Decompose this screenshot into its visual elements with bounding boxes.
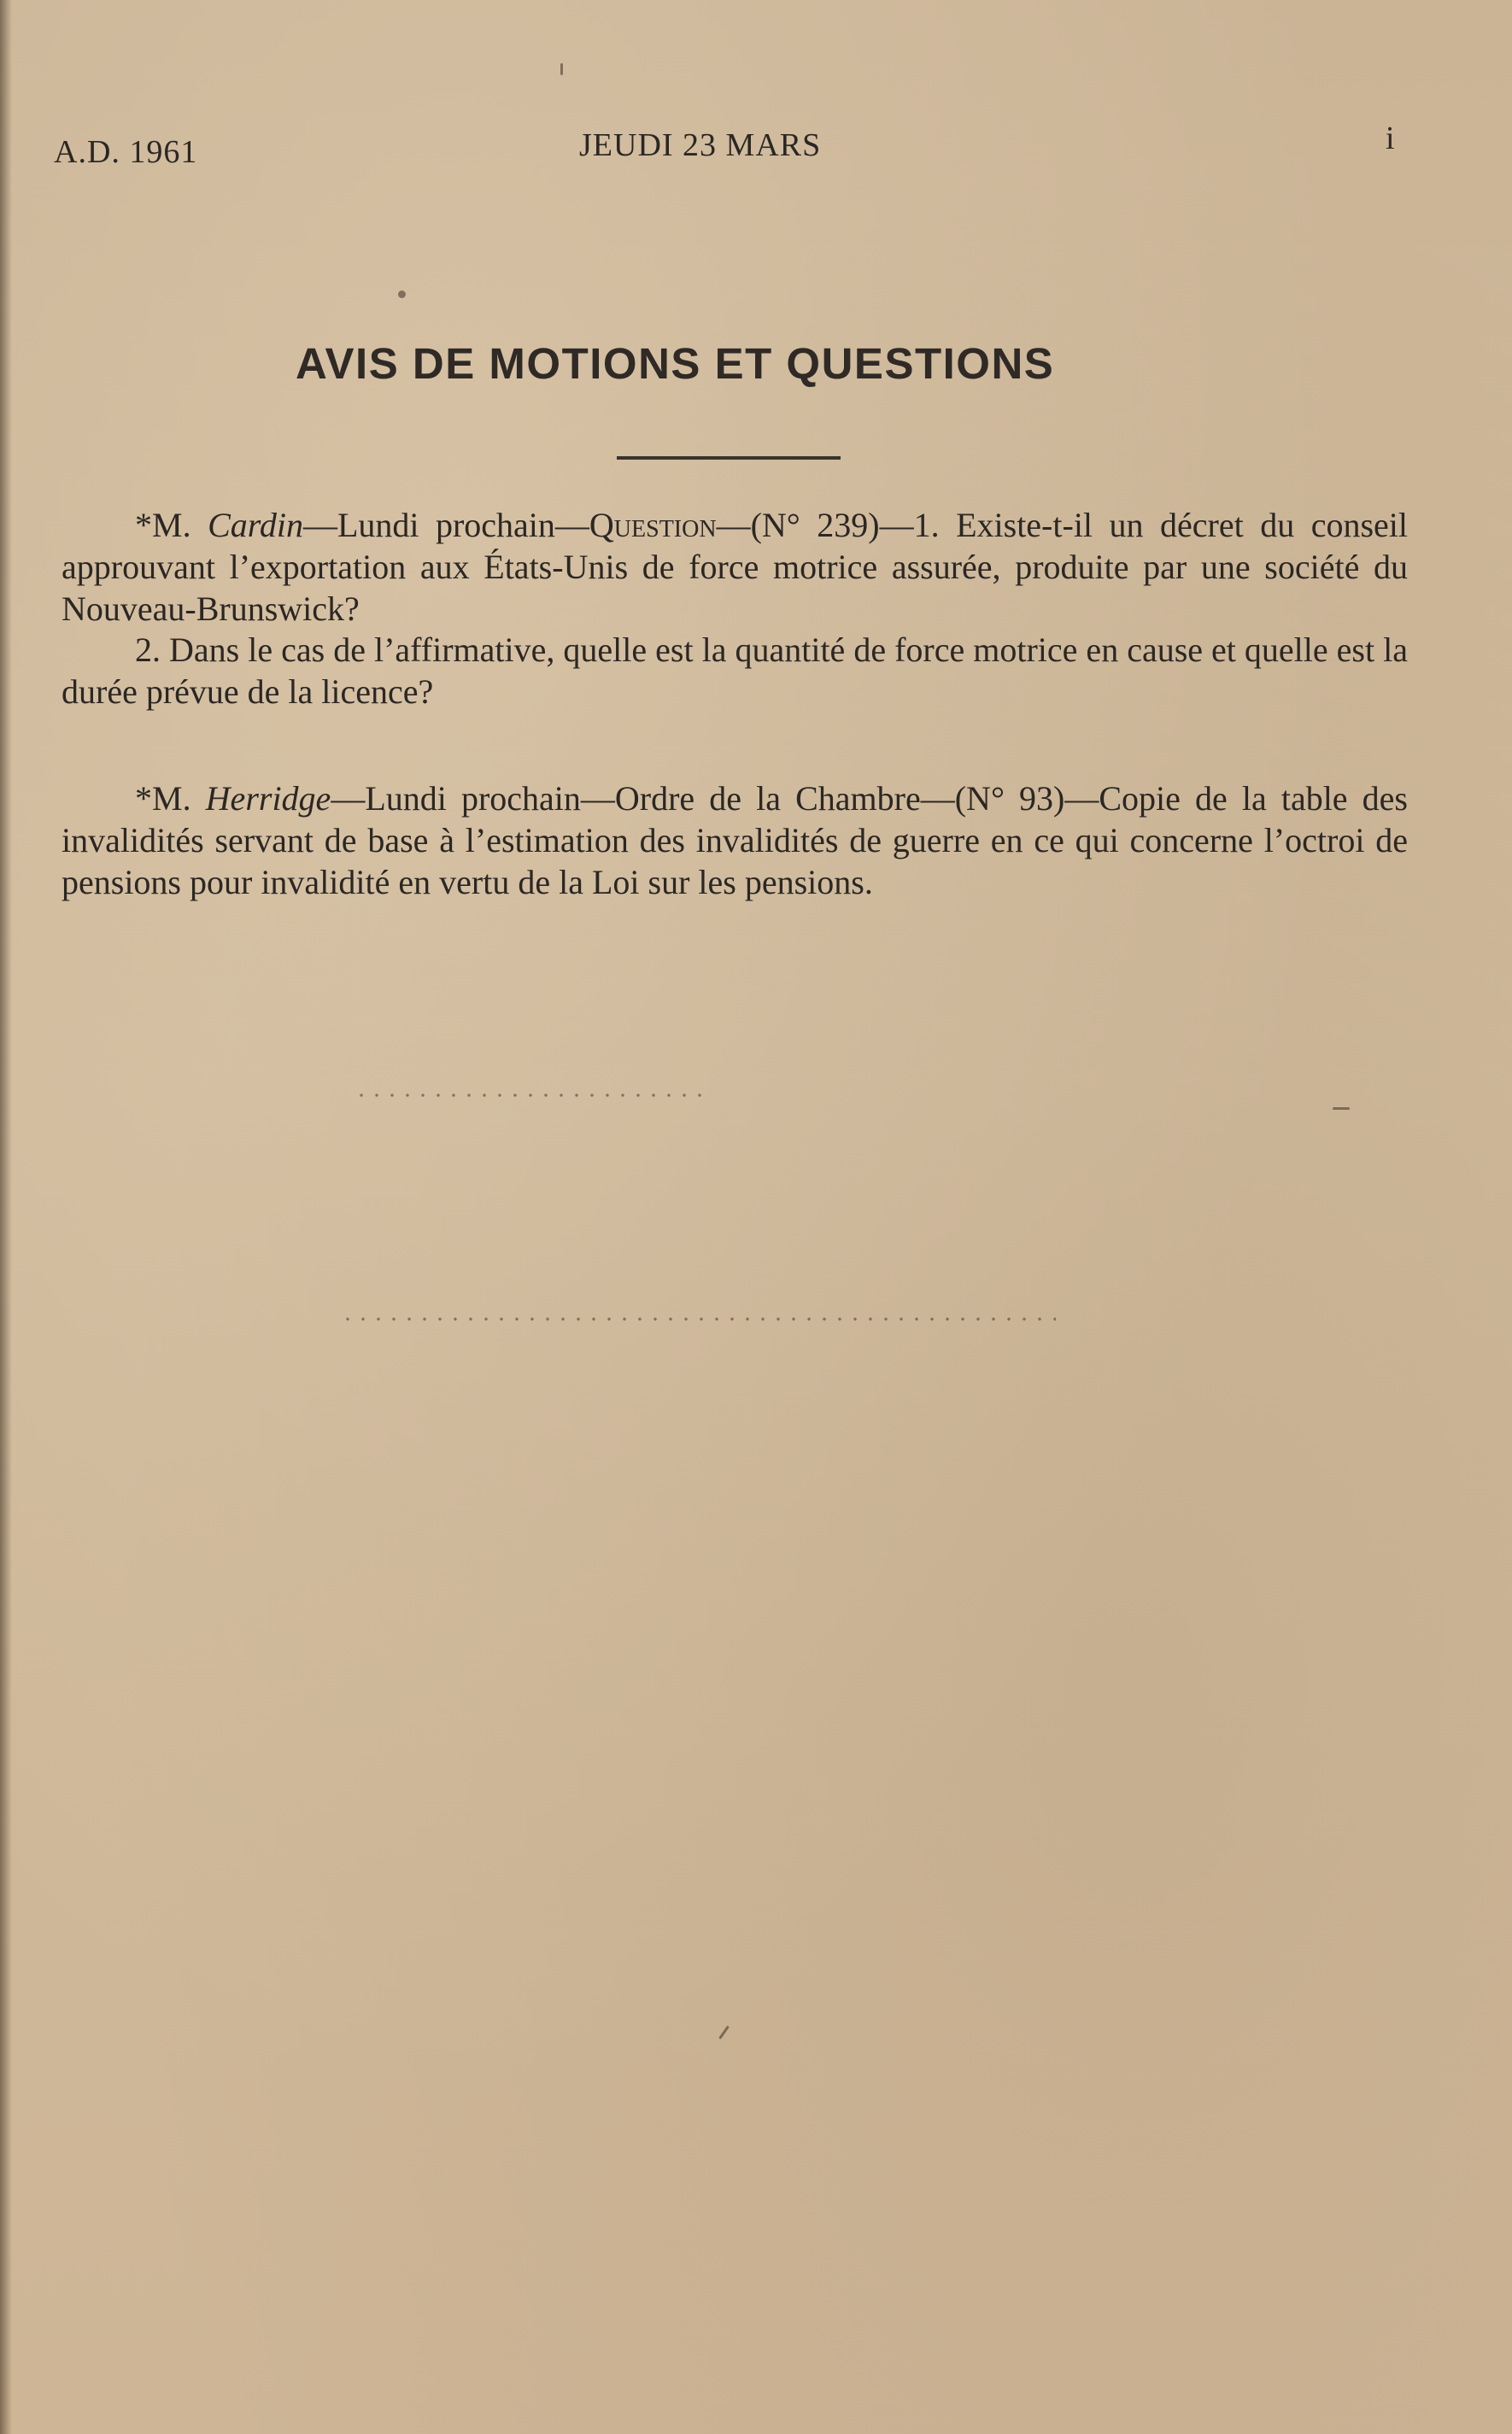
header-year: A.D. 1961 [54, 134, 198, 170]
header-date: JEUDI 23 MARS [579, 127, 822, 163]
faint-dotted-line [354, 1094, 712, 1097]
header-page-number: i [1386, 120, 1396, 156]
title-rule [617, 456, 841, 460]
page-title: AVIS DE MOTIONS ET QUESTIONS [296, 339, 1055, 388]
paper-speck [398, 290, 406, 298]
notice-text: —Lundi prochain—Ordre de la Chambre—(N° 93)—Copie de la table des invalidités servant de base à l’estimation des invalidités de guerre en ce qui concerne l’octroi de pensions pour invalidité en vertu de la Loi sur les pensions. [62, 779, 1408, 901]
paper-speck [1333, 1107, 1350, 1110]
notice-text: 2. Dans le cas de l’affirmative, quelle est la quantité de force motrice en cause et quelle est la durée prévue de la licence? [62, 630, 1408, 711]
notice-prefix: *M. [135, 779, 206, 818]
notice-text: —(N° 239)—1. Existe-t-il un décret du conseil approuvant l’exportation aux États-Unis de force motrice assurée, produite par une société du Nouveau-Brunswick? [62, 506, 1408, 628]
notice-prefix: *M. [135, 506, 208, 544]
paper-speck [560, 63, 563, 75]
faint-dotted-line [340, 1317, 1056, 1321]
notice-type: Question [589, 506, 717, 544]
notice-text: —Lundi prochain— [302, 506, 589, 544]
notice-herridge [62, 777, 1408, 903]
notice-cardin-continuation [62, 629, 1408, 713]
member-name: Cardin [208, 506, 303, 544]
member-name: Herridge [205, 779, 331, 818]
paper-speck [718, 2026, 730, 2039]
page-edge-shadow [0, 0, 12, 2434]
notice-cardin [62, 504, 1408, 630]
